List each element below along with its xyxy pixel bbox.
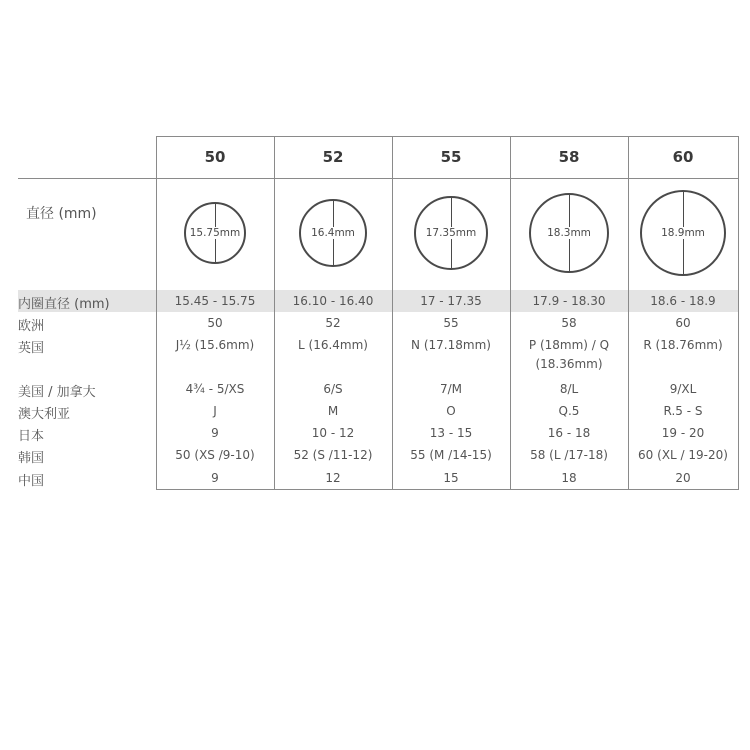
size-circle	[529, 193, 609, 273]
circle-tick	[683, 237, 684, 274]
table-cell: J½ (15.6mm)	[175, 338, 255, 352]
table-cell: 15.45 - 15.75	[174, 294, 256, 308]
size-circle	[184, 202, 246, 264]
table-cell: 19 - 20	[661, 426, 705, 440]
row-label: 中国	[18, 474, 45, 489]
circle-tick	[683, 192, 684, 229]
table-cell: 6/S	[323, 382, 343, 396]
table-cell: 52 (S /11-12)	[293, 448, 373, 462]
circle-diameter-label: 15.75mm	[189, 227, 241, 239]
table-cell: 17 - 17.35	[420, 294, 482, 308]
circle-tick	[333, 237, 334, 265]
table-cell: 60 (XL / 19-20)	[638, 448, 728, 462]
grid-vline	[738, 136, 739, 490]
table-cell: Q.5	[558, 404, 580, 418]
size-header: 50	[204, 148, 226, 166]
table-cell: 13 - 15	[429, 426, 473, 440]
circle-diameter-label: 18.9mm	[661, 227, 705, 239]
table-cell: N (17.18mm)	[411, 338, 491, 352]
table-cell: L (16.4mm)	[298, 338, 368, 352]
table-cell: 17.9 - 18.30	[532, 294, 606, 308]
size-header: 52	[322, 148, 344, 166]
circle-tick	[451, 237, 452, 268]
table-cell: 58	[561, 316, 577, 330]
row-label: 英国	[18, 341, 45, 356]
table-cell: R (18.76mm)	[643, 338, 723, 352]
size-header: 58	[558, 148, 580, 166]
size-circle	[299, 199, 367, 267]
table-cell: 4¾ - 5/XS	[185, 382, 245, 396]
table-cell: 9	[211, 426, 219, 440]
table-cell: 16 - 18	[547, 426, 591, 440]
circle-diameter-label: 16.4mm	[311, 227, 355, 239]
size-header: 60	[672, 148, 694, 166]
table-cell: O	[446, 404, 456, 418]
table-cell: 7/M	[439, 382, 463, 396]
grid-hline	[156, 489, 739, 490]
table-cell: 9	[211, 471, 219, 485]
size-header: 55	[440, 148, 462, 166]
row-label: 内圈直径 (mm)	[18, 297, 110, 312]
circle-tick	[569, 237, 570, 271]
circle-tick	[215, 204, 216, 229]
table-cell: R.5 - S	[663, 404, 703, 418]
circle-diameter-label: 17.35mm	[425, 227, 477, 239]
table-cell: 60	[675, 316, 691, 330]
size-circle	[640, 190, 726, 276]
table-cell: 9/XL	[669, 382, 697, 396]
grid-hline	[18, 178, 739, 179]
table-cell: 18	[561, 471, 577, 485]
row-label: 韩国	[18, 451, 45, 466]
table-cell: 16.10 - 16.40	[292, 294, 374, 308]
table-cell: 55 (M /14-15)	[410, 448, 492, 462]
row-label: 美国 / 加拿大	[18, 385, 96, 400]
table-cell: J	[213, 404, 217, 418]
circle-tick	[451, 198, 452, 229]
table-cell: 52	[325, 316, 341, 330]
table-cell: 58 (L /17-18)	[530, 448, 608, 462]
table-cell: 50 (XS /9-10)	[175, 448, 255, 462]
circle-tick	[215, 237, 216, 262]
table-cell: M	[327, 404, 339, 418]
ring-size-chart	[18, 136, 738, 489]
circle-tick	[333, 201, 334, 229]
table-cell: 18.6 - 18.9	[650, 294, 716, 308]
table-cell: P (18mm) / Q (18.36mm)	[528, 338, 610, 371]
table-cell: 20	[675, 471, 691, 485]
table-cell: 8/L	[559, 382, 579, 396]
table-cell: 12	[325, 471, 341, 485]
circle-tick	[569, 195, 570, 229]
table-cell: 10 - 12	[311, 426, 355, 440]
diameter-label: 直径 (mm)	[26, 206, 97, 222]
row-label: 日本	[18, 429, 45, 444]
table-cell: 55	[443, 316, 459, 330]
size-circle	[414, 196, 488, 270]
row-label: 欧洲	[18, 319, 45, 334]
table-cell: 50	[207, 316, 223, 330]
table-cell: 15	[443, 471, 459, 485]
circle-diameter-label: 18.3mm	[547, 227, 591, 239]
row-label: 澳大利亚	[18, 407, 71, 422]
